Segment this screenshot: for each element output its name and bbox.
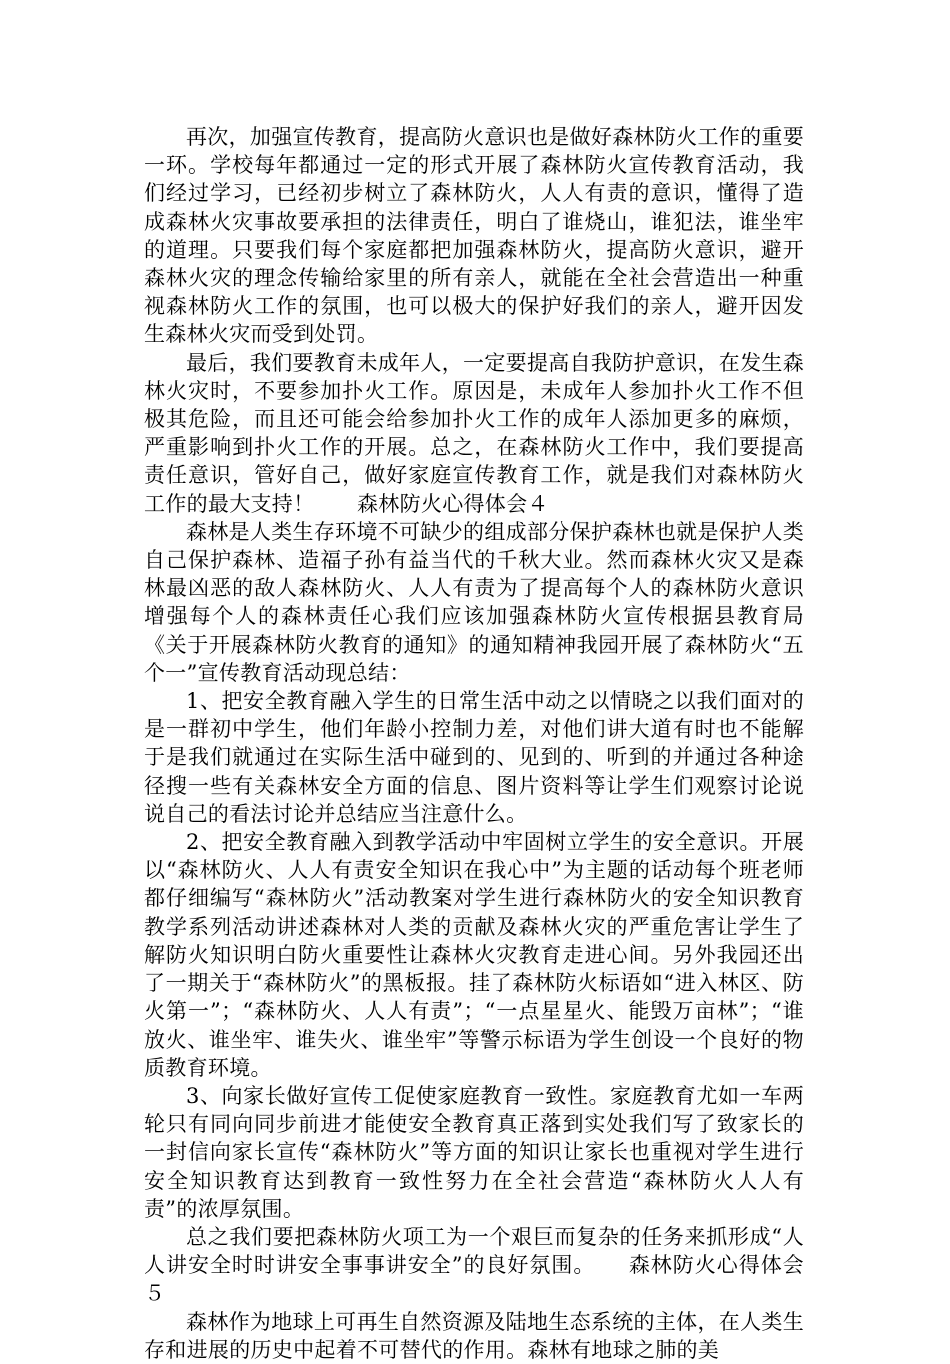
paragraph: 3、向家长做好宣传工促使家庭教育一致性。家庭教育尤如一车两轮只有同向同步前进才能使安全教育真正落到实处我们写了致家长的一封信向家长宣传“森林防火”等方面的知识让家长也重视对学生进行安全知识教育达到教育一致性努力在全社会营造“森林防火人人有责”的浓厚氛围。 (144, 1083, 804, 1221)
paragraph: 1、把安全教育融入学生的日常生活中动之以情晓之以我们面对的是一群初中学生，他们年龄小控制力差，对他们讲大道有时也不能解于是我们就通过在实际生活中碰到的、见到的、听到的并通过各种途径搜一些有关森林安全方面的信息、图片资料等让学生们观察讨论说说自己的看法讨论并总结应当注意什么。 (144, 689, 804, 826)
paragraph: 最后，我们要教育未成年人，一定要提高自我防护意识，在发生森林火灾时，不要参加扑火工作。原因是，未成年人参加扑火工作不但极其危险，而且还可能会给参加扑火工作的成年人添加更多的麻烦，严重影响到扑火工作的开展。总之，在森林防火工作中，我们要提高责任意识，管好自己，做好家庭宣传教育工作，就是我们对森林防火工作的最大支持！ 森林防火心得体会４ (144, 350, 804, 516)
paragraph: 森林作为地球上可再生自然资源及陆地生态系统的主体，在人类生存和进展的历史中起着不可替代的作用。森林有地球之肺的美 (144, 1309, 804, 1362)
paragraph: 2、把安全教育融入到教学活动中牢固树立学生的安全意识。开展以“森林防火、人人有责安全知识在我心中”为主题的话动每个班老师都仔细编写“森林防火”活动教案对学生进行森林防火的安全知识教育教学系列活动讲述森林对人类的贡献及森林火灾的严重危害让学生了解防火知识明白防火重要性让森林火灾教育走进心间。另外我园还出了一期关于“森林防火”的黑板报。挂了森林防火标语如“进入林区、防火第一”；“森林防火、人人有责”；“一点星星火、能毁万亩林”；“谁放火、谁坐牢、谁失火、谁坐牢”等警示标语为学生创设一个良好的物质教育环境。 (144, 830, 804, 1080)
paragraph: 总之我们要把森林防火项工为一个艰巨而复杂的任务来抓形成“人人讲安全时时讲安全事事讲安全”的良好氛围。 森林防火心得体会５ (144, 1224, 804, 1306)
paragraph: 森林是人类生存环境不可缺少的组成部分保护森林也就是保护人类自己保护森林、造福子孙有益当代的千秋大业。然而森林火灾又是森林最凶恶的敌人森林防火、人人有责为了提高每个人的森林防火意识增强每个人的森林责任心我们应该加强森林防火宣传根据县教育局《关于开展森林防火教育的通知》的通知精神我园开展了森林防火“五个一”宣传教育活动现总结： (144, 519, 804, 685)
paragraph: 再次，加强宣传教育，提高防火意识也是做好森林防火工作的重要一环。学校每年都通过一定的形式开展了森林防火宣传教育活动，我们经过学习，已经初步树立了森林防火，人人有责的意识，懂得了造成森林火灾事故要承担的法律责任，明白了谁烧山，谁犯法，谁坐牢的道理。只要我们每个家庭都把加强森林防火，提高防火意识，避开森林火灾的理念传输给家里的所有亲人，就能在全社会营造出一种重视森林防火工作的氛围，也可以极大的保护好我们的亲人，避开因发生森林火灾而受到处罚。 (144, 125, 804, 347)
document-body (144, 123, 804, 1364)
